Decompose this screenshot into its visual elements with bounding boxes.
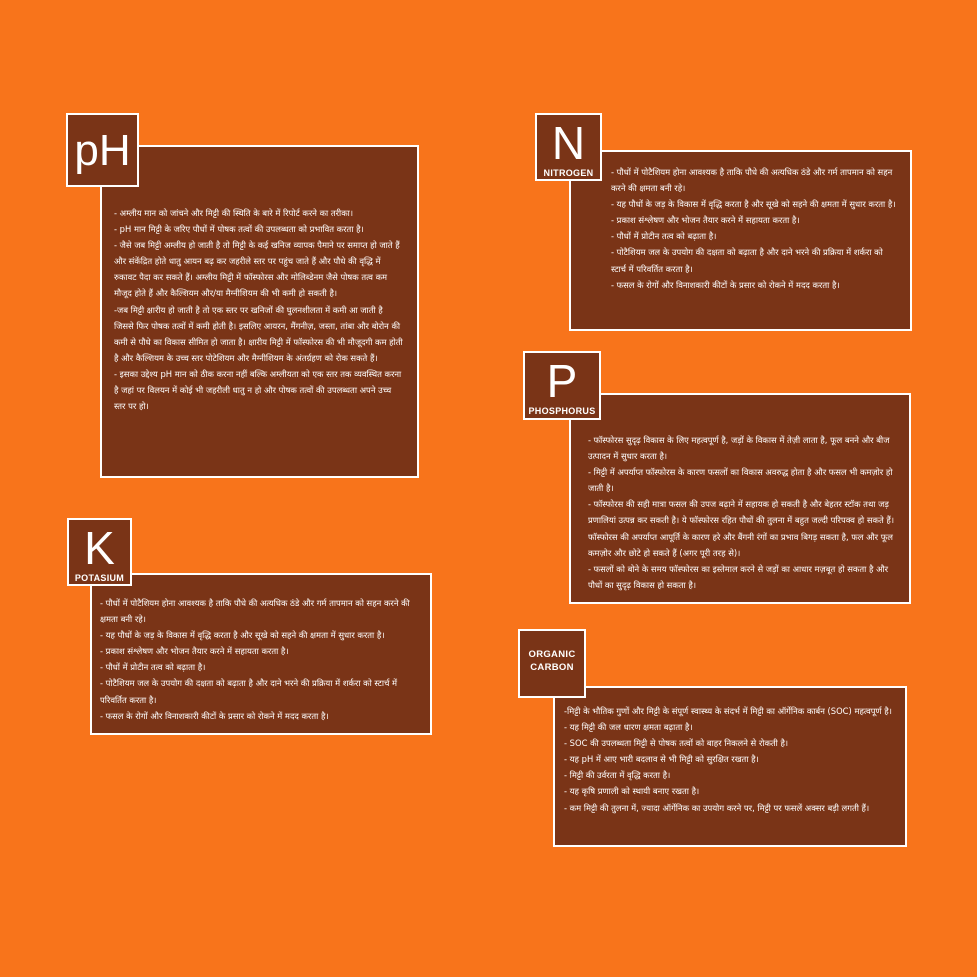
- nitrogen-line: - पौधों में पोटैशियम होना आवश्यक है ताकि पौधे की अत्यधिक ठंडे और गर्म तापमान को सहन करने की क्षमता बनी रहे।: [611, 167, 893, 194]
- organic-carbon-line: - यह pH में आए भारी बदलाव से भी मिट्टी को सुरक्षित रखता है।: [564, 754, 759, 765]
- phosphorus-line: - मिट्टी में अपर्याप्त फॉस्फोरस के कारण फसलों का विकास अवरुद्ध होता है और फसल भी कमज़ोर हो जाती है।: [588, 467, 893, 494]
- ph-description: [102, 147, 417, 414]
- phosphorus-label-tag: [523, 351, 601, 420]
- nitrogen-line: - प्रकाश संश्लेषण और भोजन तैयार करने में सहायता करता है।: [611, 215, 800, 226]
- nitrogen-line: - पोटैशियम जल के उपयोग की दक्षता को बढ़ाता है और दाने भरने की प्रक्रिया में शर्करा को स्टार्च में परिवर्तित करता है।: [611, 247, 883, 274]
- organic-carbon-description: [555, 688, 905, 816]
- phosphorus-caption: PHOSPHORUS: [528, 406, 596, 416]
- ph-line: -जब मिट्टी क्षारीय हो जाती है तो एक स्तर पर खनिजों की घुलनशीलता में कमी आ जाती है जिससे फिर पोषक तत्वों में कमी होती है। इसलिए आयरन, मैंगनीज़, जस्ता, तांबा और बोरोन की कमी से पौधे का विकास सीमित हो जाता है। क्षारीय मिट्टी में फॉस्फोरस की भी मौजूदगी कम होती है और कैल्शियम के उच्च स्तर पोटेशियम और मैग्नीशियम के अंतर्ग्रहण को रोक सकते हैं।: [114, 304, 403, 363]
- organic-carbon-line: - कम मिट्टी की तुलना में, ज्यादा ऑर्गेनिक का उपयोग करने पर, मिट्टी पर फसलें अक्सर बड़ी लगती हैं।: [564, 802, 870, 813]
- ph-line: - pH मान मिट्टी के जरिए पौधों में पोषक तत्वों की उपलब्धता को प्रभावित करता है।: [114, 224, 364, 235]
- nitrogen-line: - पौधों में प्रोटीन तत्व को बढ़ाता है।: [611, 231, 717, 242]
- nitrogen-info-card: [569, 150, 912, 331]
- potassium-line: - पोटैशियम जल के उपयोग की दक्षता को बढ़ाता है और दाने भरने की प्रक्रिया में शर्करा को स्टार्च में परिवर्तित करता है।: [100, 678, 398, 705]
- ph-line: - इसका उद्देश्य pH मान को ठीक करना नहीं बल्कि अम्लीयता को एक स्तर तक व्यवस्थित करना है जहां पर विलयन में कोई भी जहरीली धातु न हो और पोषक तत्वों की उपलब्धता अपने उच्च स्तर पर हो।: [114, 368, 402, 412]
- organic-carbon-line: - यह कृषि प्रणाली को स्थायी बनाए रखता है।: [564, 786, 700, 797]
- nitrogen-line: - यह पौधों के जड़ के विकास में वृद्धि करता है और सूखे को सहने की क्षमता में सुधार करता है।: [611, 199, 896, 210]
- nitrogen-line: - फसल के रोगों और विनाशकारी कीटों के प्रसार को रोकने में मदद करता है।: [611, 279, 840, 290]
- ph-label-tag: [66, 113, 139, 187]
- organic-carbon-line: - मिट्टी की उर्वरता में वृद्धि करता है।: [564, 770, 671, 781]
- ph-symbol: pH: [74, 126, 131, 175]
- phosphorus-line: - फॉस्फोरस की सही मात्रा फसल की उपज बढ़ाने में सहायक हो सकती है और बेहतर स्टॉक तथा जड़ प्रणालियां उत्पन्न कर सकती है। ये फॉस्फोरस रहित पौधों की तुलना में बहुत जल्दी परिपक्व हो सकते हैं। फॉस्फोरस की अपर्याप्त आपूर्ति के कारण हरे और बैंगनी रंगों का प्रभाव बिगड़ सकता है, फल और फूल कमज़ोर और छोटे हो सकते हैं (अगर पूरी तरह से)।: [588, 499, 895, 558]
- organic-carbon-line: - SOC की उपलब्धता मिट्टी से पोषक तत्वों को बाहर निकलने से रोकती है।: [564, 738, 789, 749]
- potassium-line: - फसल के रोगों और विनाशकारी कीटों के प्रसार को रोकने में मदद करता है।: [100, 710, 329, 721]
- phosphorus-line: - फसलों को बोने के समय फॉस्फोरस का इस्तेमाल करने से जड़ों का आधार मज़बूत हो सकता है और पौधों का सुदृढ़ विकास हो सकता है।: [588, 563, 889, 590]
- organic-carbon-line: -मिट्टी के भौतिक गुणों और मिट्टी के संपूर्ण स्वास्थ्य के संदर्भ में मिट्टी का ऑर्गेनिक कार्बन (SOC) महत्वपूर्ण है।: [564, 706, 892, 716]
- ph-line: - जैसे जब मिट्टी अम्लीय हो जाती है तो मिट्टी के कई खनिज व्यापक पैमाने पर समाप्त हो जाते हैं और संकेंद्रित होते धातु आयन बढ़ कर जहरीले स्तर पर पहुंच जाते हैं और पौधे की वृद्धि में रुकावट पैदा कर सकते हैं। अम्लीय मिट्टी में फॉस्फोरस और मोलिब्डेनम जैसे पोषक तत्व कम मौजूद होते हैं और कैल्शियम और/या मैग्नीशियम की भी कमी हो सकती है।: [114, 240, 400, 299]
- nitrogen-symbol: N: [551, 117, 586, 169]
- phosphorus-symbol: P: [546, 355, 578, 407]
- organic-carbon-caption-line2: CARBON: [530, 662, 574, 673]
- potassium-info-card: [90, 573, 432, 735]
- organic-carbon-caption: [520, 631, 584, 674]
- potassium-label-tag: [67, 518, 132, 586]
- potassium-line: - यह पौधों के जड़ के विकास में वृद्धि करता है और सूखे को सहने की क्षमता में सुधार करता है।: [100, 630, 385, 641]
- phosphorus-info-card: [569, 393, 911, 604]
- organic-carbon-caption-line1: ORGANIC: [528, 649, 576, 660]
- organic-carbon-label-tag: [518, 629, 586, 698]
- potassium-symbol: K: [84, 522, 115, 574]
- ph-line: - अम्लीय मान को जांचने और मिट्टी की स्थिति के बारे में रिपोर्ट करने का तरीका।: [114, 208, 353, 218]
- potassium-line: - प्रकाश संश्लेषण और भोजन तैयार करने में सहायता करता है।: [100, 646, 289, 657]
- phosphorus-description: [571, 395, 909, 593]
- nitrogen-label-tag: [535, 113, 602, 181]
- ph-info-card: [100, 145, 419, 478]
- phosphorus-line: - फॉस्फोरस सुदृढ़ विकास के लिए महत्वपूर्ण है, जड़ों के विकास में तेज़ी लाता है, फूल बनने और बीज उत्पादन में सुधार करता है।: [588, 435, 890, 462]
- potassium-line: - पौधों में पोटैशियम होना आवश्यक है ताकि पौधे की अत्यधिक ठंडे और गर्म तापमान को सहन करने की क्षमता बनी रहे।: [100, 598, 410, 625]
- nitrogen-description: [571, 152, 910, 293]
- organic-carbon-line: - यह मिट्टी की जल धारण क्षमता बढ़ाता है।: [564, 722, 693, 733]
- potassium-description: [92, 575, 430, 724]
- nitrogen-caption: NITROGEN: [543, 168, 594, 178]
- organic-carbon-info-card: [553, 686, 907, 847]
- potassium-caption: POTASIUM: [74, 573, 125, 583]
- potassium-line: - पौधों में प्रोटीन तत्व को बढ़ाता है।: [100, 662, 206, 673]
